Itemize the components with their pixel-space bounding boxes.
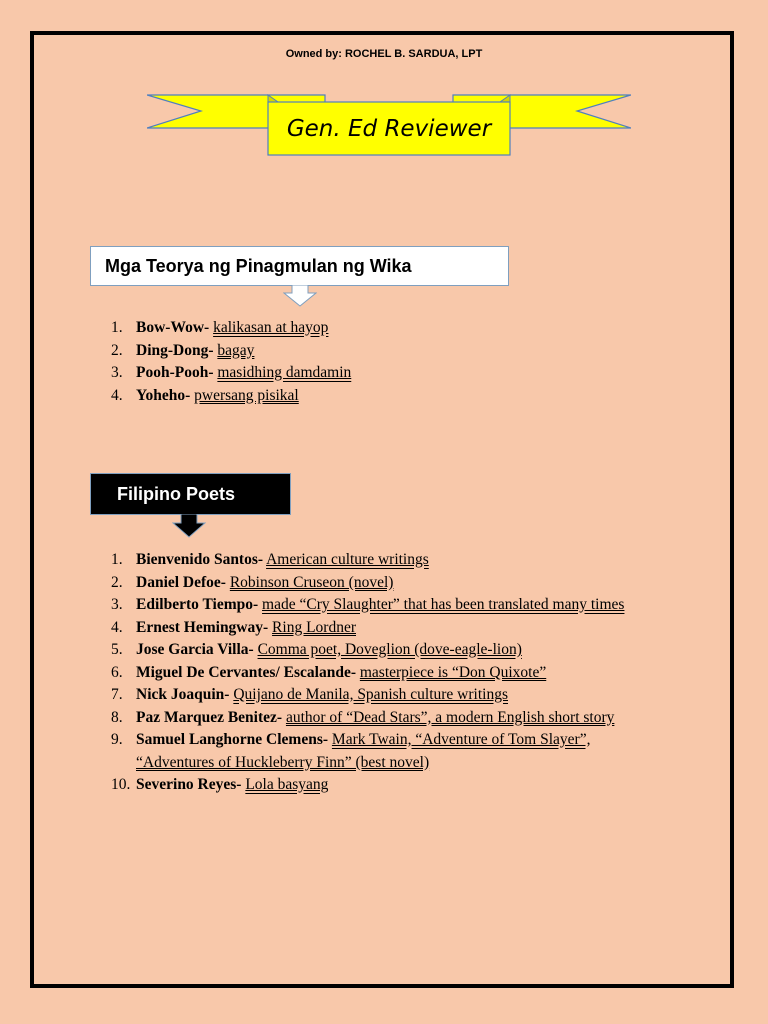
down-arrow-icon bbox=[283, 285, 317, 307]
list-item: 5. Jose Garcia Villa- Comma poet, Doveglion (dove-eagle-lion) bbox=[111, 641, 522, 658]
list-item: 3. Edilberto Tiempo- made “Cry Slaughter” that has been translated many times bbox=[111, 596, 625, 613]
banner-title: Gen. Ed Reviewer bbox=[286, 116, 492, 142]
list-item: 8. Paz Marquez Benitez- author of “Dead Stars”, a modern English short story bbox=[111, 708, 615, 726]
poets-heading: Filipino Poets bbox=[90, 473, 291, 515]
list-item: 7. Nick Joaquin- Quijano de Manila, Spanish culture writings bbox=[111, 686, 508, 703]
list-item: 1. Bienvenido Santos- American culture writings bbox=[111, 551, 429, 568]
list-item: 3. Pooh-Pooh- masidhing damdamin bbox=[111, 364, 352, 381]
list-item: 1. Bow-Wow- kalikasan at hayop bbox=[111, 319, 329, 336]
poets-list bbox=[111, 549, 671, 797]
down-arrow-icon bbox=[172, 514, 206, 538]
list-item: 10. Severino Reyes- Lola basyang bbox=[111, 776, 329, 793]
list-item: 2. Ding-Dong- bagay bbox=[111, 341, 255, 359]
theories-heading: Mga Teorya ng Pinagmulan ng Wika bbox=[90, 246, 509, 286]
list-item: 4. Yoheho- pwersang pisikal bbox=[111, 386, 299, 404]
theories-list bbox=[111, 317, 671, 407]
owner-line: Owned by: ROCHEL B. SARDUA, LPT bbox=[285, 48, 483, 60]
list-item: 2. Daniel Defoe- Robinson Cruseon (novel) bbox=[111, 573, 394, 591]
list-item: 4. Ernest Hemingway- Ring Lordner bbox=[111, 618, 356, 636]
list-item: 9. Samuel Langhorne Clemens- Mark Twain, “Adventure of Tom Slayer”, “Adventures of Huckleberry Finn” (best novel) bbox=[111, 731, 591, 771]
list-item: 6. Miguel De Cervantes/ Escalande- masterpiece is “Don Quixote” bbox=[111, 663, 547, 681]
